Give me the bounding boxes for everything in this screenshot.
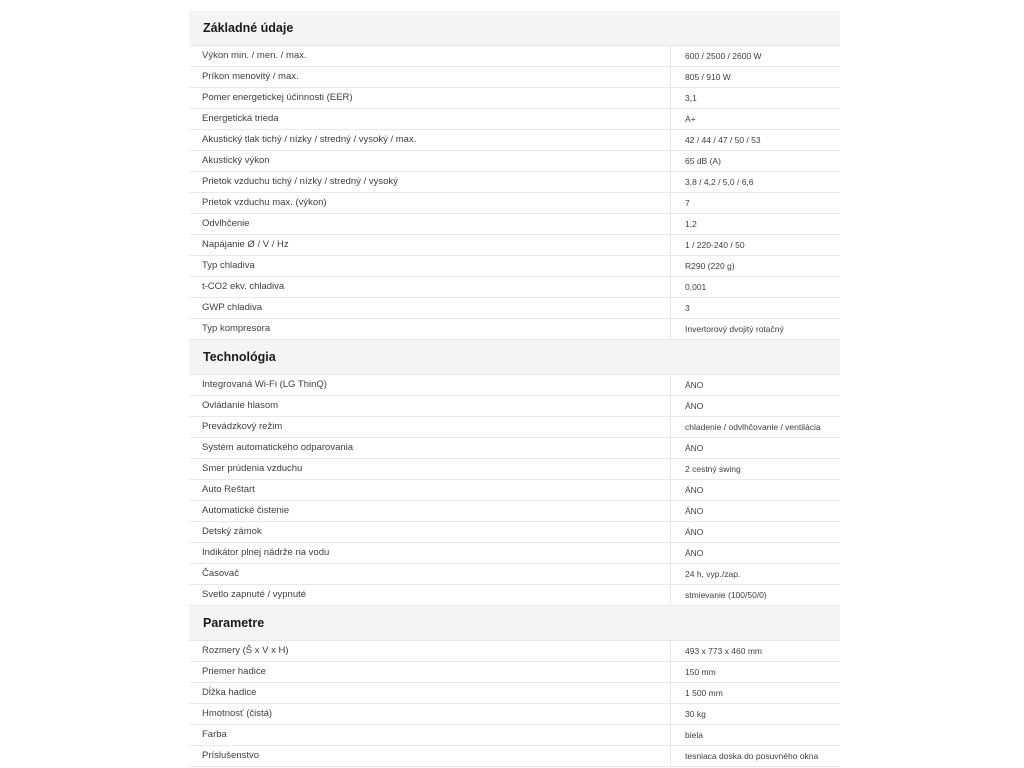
section-technology [189,340,840,606]
spec-value: tesniaca doska do posuvného okna [685,751,819,761]
spec-label: Akustický tlak tichý / nízky / stredný / vysoký / max. [189,130,671,150]
section-rows [189,46,840,340]
section-title: Parametre [203,616,265,630]
spec-label: Hmotnosť (čistá) [189,704,671,724]
spec-label: Priemer hadice [189,662,671,682]
spec-value: 600 / 2500 / 2600 W [685,51,762,61]
spec-row [189,88,840,109]
spec-row [189,214,840,235]
section-header-technology [189,340,840,375]
spec-row [189,151,840,172]
spec-row [189,641,840,662]
spec-label: Odvlhčenie [189,214,671,234]
spec-label: Prietok vzduchu max. (výkon) [189,193,671,213]
spec-label: Svetlo zapnuté / vypnuté [189,585,671,605]
spec-value: Invertorový dvojitý rotačný [685,324,784,334]
section-rows [189,375,840,606]
spec-value: ÁNO [685,380,704,390]
spec-row [189,683,840,704]
spec-row [189,130,840,151]
spec-value: 65 dB (A) [685,156,721,166]
spec-value: 1 500 mm [685,688,723,698]
spec-row [189,585,840,606]
spec-value: 3,1 [685,93,697,103]
spec-row [189,417,840,438]
spec-label: Dĺžka hadice [189,683,671,703]
section-parameters [189,606,840,767]
spec-label: GWP chladiva [189,298,671,318]
spec-value: biela [685,730,703,740]
spec-value: 1 / 220-240 / 50 [685,240,745,250]
spec-row [189,396,840,417]
spec-label: Akustický výkon [189,151,671,171]
spec-row [189,193,840,214]
section-basic-data [189,11,840,340]
spec-row [189,438,840,459]
spec-label: Pomer energetickej účinnosti (EER) [189,88,671,108]
spec-label: Prietok vzduchu tichý / nízky / stredný / vysoký [189,172,671,192]
section-header-parameters [189,606,840,641]
spec-label: t-CO2 ekv. chladiva [189,277,671,297]
spec-row [189,375,840,396]
spec-value: 42 / 44 / 47 / 50 / 53 [685,135,761,145]
spec-value: 3 [685,303,690,313]
spec-label: Prevádzkový režim [189,417,671,437]
spec-row [189,67,840,88]
spec-row [189,725,840,746]
spec-row [189,235,840,256]
spec-label: Energetická trieda [189,109,671,129]
spec-value: 1,2 [685,219,697,229]
spec-value: 805 / 910 W [685,72,731,82]
spec-row [189,522,840,543]
spec-label: Rozmery (Š x V x H) [189,641,671,661]
spec-label: Napájanie Ø / V / Hz [189,235,671,255]
spec-label: Integrovaná Wi-Fi (LG ThinQ) [189,375,671,395]
spec-label: Typ kompresora [189,319,671,339]
spec-value: ÁNO [685,485,704,495]
spec-value: R290 (220 g) [685,261,735,271]
spec-value: ÁNO [685,443,704,453]
spec-value: 24 h, vyp./zap. [685,569,741,579]
section-title: Základné údaje [203,21,294,35]
spec-table [189,11,840,767]
spec-label: Typ chladiva [189,256,671,276]
spec-row [189,109,840,130]
spec-row [189,704,840,725]
spec-label: Automatické čistenie [189,501,671,521]
spec-value: ÁNO [685,548,704,558]
spec-value: 2 cestný swing [685,464,741,474]
spec-row [189,319,840,340]
spec-row [189,662,840,683]
spec-row [189,256,840,277]
spec-label: Auto Reštart [189,480,671,500]
spec-row [189,459,840,480]
spec-value: 0,001 [685,282,707,292]
section-header-basic-data [189,11,840,46]
spec-label: Príkon menovitý / max. [189,67,671,87]
spec-row [189,46,840,67]
spec-label: Indikátor plnej nádrže na vodu [189,543,671,563]
spec-label: Príslušenstvo [189,746,671,766]
section-rows [189,641,840,767]
spec-value: A+ [685,114,696,124]
spec-label: Výkon min. / men. / max. [189,46,671,66]
spec-row [189,172,840,193]
spec-label: Smer prúdenia vzduchu [189,459,671,479]
spec-value: ÁNO [685,401,704,411]
spec-row [189,298,840,319]
spec-row [189,480,840,501]
spec-value: ÁNO [685,506,704,516]
spec-row [189,564,840,585]
spec-value: 493 x 773 x 460 mm [685,646,763,656]
spec-label: Systém automatického odparovania [189,438,671,458]
spec-value: 3,8 / 4,2 / 5,0 / 6,6 [685,177,754,187]
spec-value: 7 [685,198,690,208]
spec-value: ÁNO [685,527,704,537]
spec-value: chladenie / odvlhčovanie / ventilácia [685,422,821,432]
spec-row [189,543,840,564]
spec-value: stmievanie (100/50/0) [685,590,767,600]
spec-row [189,746,840,767]
spec-label: Časovač [189,564,671,584]
spec-label: Ovládanie hlasom [189,396,671,416]
spec-label: Detský zámok [189,522,671,542]
spec-row [189,501,840,522]
section-title: Technológia [203,350,276,364]
spec-value: 150 mm [685,667,716,677]
spec-value: 30 kg [685,709,706,719]
spec-label: Farba [189,725,671,745]
spec-row [189,277,840,298]
